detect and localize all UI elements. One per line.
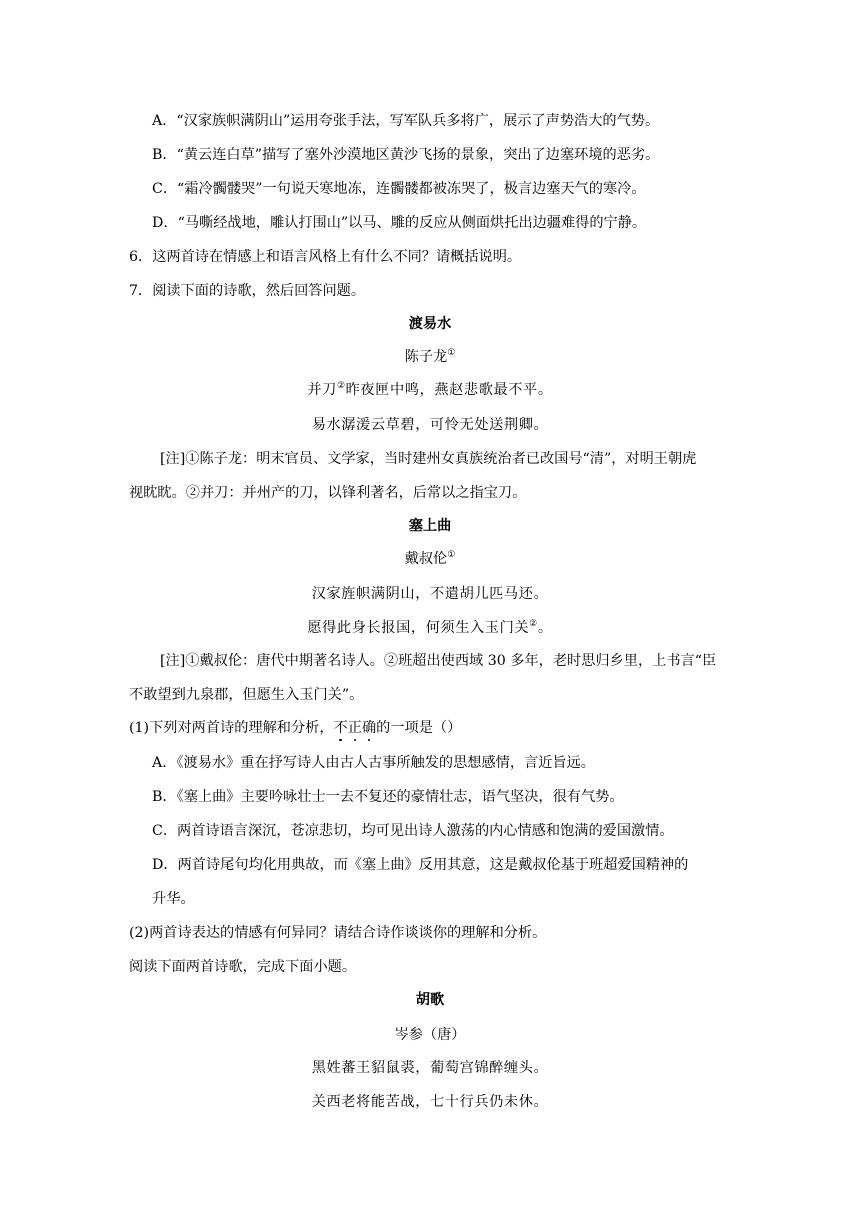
poem2-line-2-end: 。 bbox=[537, 620, 553, 636]
poem1-line-1-rest: 昨夜匣中鸣，燕赵悲歌最不平。 bbox=[345, 382, 553, 398]
poem2-line-2 bbox=[0, 618, 860, 638]
poem1-line-2: 易水潺湲云草碧，可怜无处送荆卿。 bbox=[311, 417, 549, 433]
poem3-author: 岑参（唐） bbox=[394, 1027, 466, 1043]
poem2-line-2-start: 愿得此身长报国，何须生入玉门关 bbox=[307, 620, 530, 636]
question-7: 7．阅读下面的诗歌，然后回答问题。 bbox=[129, 283, 366, 299]
q7-1-option-d: D．两首诗尾句均化用典故，而《塞上曲》反用其意，这是戴叔伦基于班超爱国精神的 bbox=[152, 857, 689, 873]
question-7-1-stem bbox=[129, 718, 461, 738]
q5-option-b: B．“黄云连白草”描写了塞外沙漠地区黄沙飞扬的景象，突出了边塞环境的恶劣。 bbox=[152, 147, 660, 163]
poem2-author-line bbox=[0, 549, 860, 569]
poem3-line-2: 关西老将能苦战，七十行兵仍未休。 bbox=[311, 1094, 549, 1110]
emphasis-char: 正 bbox=[347, 720, 362, 736]
q5-option-d: D．“马嘶经战地，雕认打围山”以马、雕的反应从侧面烘托出边疆难得的宁静。 bbox=[152, 215, 647, 231]
poem1-line-1 bbox=[0, 380, 860, 400]
poem1-line-1-start: 并刀 bbox=[307, 382, 337, 398]
q7-1-option-c: C．两首诗语言深沉，苍凉悲切，均可见出诗人激荡的内心情感和饱满的爱国激情。 bbox=[152, 823, 674, 839]
poem1-line-1-note-mark: ② bbox=[336, 381, 346, 391]
poem1-title: 渡易水 bbox=[408, 316, 452, 332]
q7-1-option-a: A．《渡易水》重在抒写诗人由古人古事所触发的思想感情，言近旨远。 bbox=[152, 755, 595, 771]
q7-1-option-d-continued: 升华。 bbox=[152, 891, 195, 907]
poem2-note-line-1: [注]①戴叔伦：唐代中期著名诗人。②班超出使西域 30 多年，老时思归乡里，上书言“臣 bbox=[160, 653, 717, 669]
poem2-line-1: 汉家旌帜满阴山，不遣胡儿匹马还。 bbox=[311, 586, 549, 602]
emphasis-char: 确 bbox=[361, 720, 377, 736]
poem2-title: 塞上曲 bbox=[408, 518, 452, 534]
poem3-title: 胡歌 bbox=[415, 992, 445, 1008]
poem2-author: 戴叔伦 bbox=[404, 551, 448, 567]
q5-option-a: A．“汉家族帜满阴山”运用夸张手法，写军队兵多将广，展示了声势浩大的气势。 bbox=[152, 113, 660, 129]
question-7-1-stem-start: (1)下列对两首诗的理解和分析， bbox=[129, 720, 334, 736]
poem1-author-note-mark: ① bbox=[447, 348, 456, 358]
poem1-author: 陈子龙 bbox=[404, 349, 448, 365]
poem2-line-2-note-mark: ② bbox=[529, 619, 538, 629]
poem1-note-line-2: 视眈眈。②并刀：并州产的刀，以锋利著名，后常以之指宝刀。 bbox=[129, 485, 527, 501]
poem3-line-1: 黑姓蕃王貂鼠裘，葡萄宫锦醉缠头。 bbox=[311, 1060, 549, 1076]
poem1-note-line-1: [注]①陈子龙：明末官员、文学家，当时建州女真族统治者已改国号“清”，对明王朝虎 bbox=[160, 451, 697, 467]
question-6: 6．这两首诗在情感上和语言风格上有什么不同？请概括说明。 bbox=[129, 249, 522, 265]
question-7-2: (2)两首诗表达的情感有何异同？请结合诗作谈谈你的理解和分析。 bbox=[129, 925, 547, 941]
q7-1-option-b: B．《塞上曲》主要吟咏壮士一去不复还的豪情壮志，语气坚决，很有气势。 bbox=[152, 789, 624, 805]
poem2-author-note-mark: ① bbox=[447, 550, 456, 560]
q5-option-c: C．“霜冷髑髅哭”一句说天寒地冻，连髑髅都被冻哭了，极言边塞天气的寒冷。 bbox=[152, 181, 646, 197]
emphasis-char: 不 bbox=[333, 720, 348, 736]
poem2-note-line-2: 不敢望到九泉郡，但愿生入玉门关”。 bbox=[129, 687, 364, 703]
question-7-1-stem-end: 的一项是（） bbox=[376, 720, 462, 736]
question-8-intro: 阅读下面两首诗歌，完成下面小题。 bbox=[129, 959, 357, 975]
poem1-author-line bbox=[0, 347, 860, 367]
